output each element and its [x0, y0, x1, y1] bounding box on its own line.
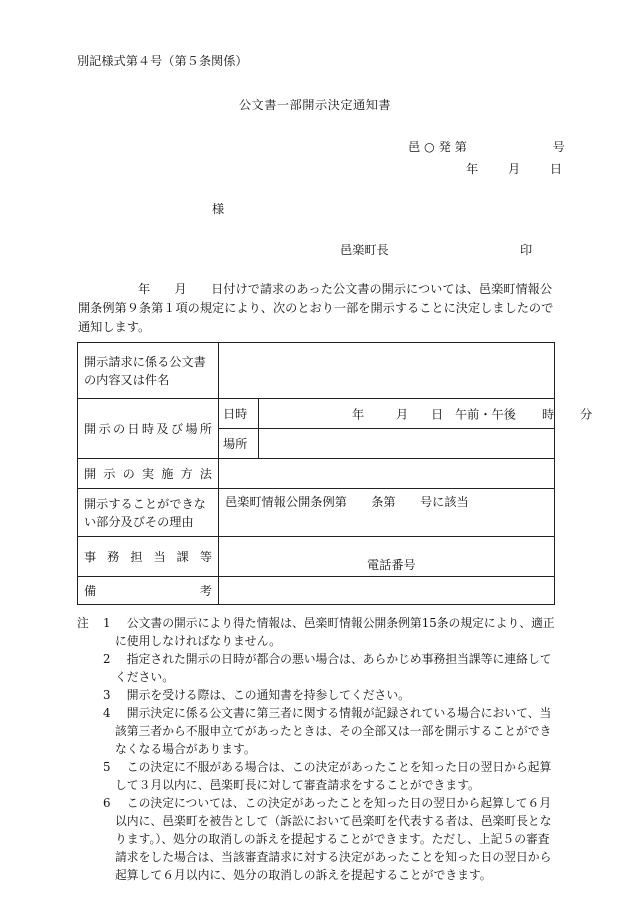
body-text: [78, 280, 556, 337]
note-number: 3: [103, 688, 111, 702]
addressee-suffix: 様: [212, 202, 225, 216]
note-text: この決定については、この決定があったことを知った日の翌日から起算して６月以内に、邑楽町を被告として（訴訟において邑楽町を代表する者は、邑楽町長となります。）、処分の取消しの訴えを提起することができます。ただし、上記５の審査請求をした場合は、当該審査請求に対する決定があったことを知った日の翌日から起算して６月以内に、処分の取消しの訴えを提起することができます。: [115, 796, 552, 882]
row-value-department[interactable]: [219, 537, 555, 577]
body-line-3: 通知します。: [78, 320, 151, 334]
reason-text: 邑楽町情報公開条例第 条第 号に該当: [225, 495, 469, 509]
note-item: [77, 704, 559, 758]
row-label-datetime-place: 開示の日時及び場所: [78, 399, 219, 459]
table-row: [78, 489, 555, 537]
document-number: [408, 138, 565, 155]
table-row: [78, 459, 555, 489]
table-row: [78, 577, 555, 605]
seal-mark: 印: [520, 243, 533, 257]
note-text: 指定された開示の日時が都合の悪い場合は、あらかじめ事務担当課等に連絡してください。: [115, 652, 552, 684]
phone-label: 電話番号: [367, 558, 416, 572]
notes-section: [77, 614, 559, 884]
datetime-year: 年: [352, 407, 365, 421]
note-item: [77, 758, 559, 794]
place-label: 場所: [219, 429, 259, 459]
datetime-month: 月: [396, 407, 409, 421]
document-number-suffix: 号: [552, 140, 565, 154]
issuer-name: 邑楽町長: [340, 243, 389, 257]
row-label-remarks: 備考: [78, 577, 219, 605]
note-number: 6: [103, 796, 111, 810]
note-item: [77, 686, 559, 704]
place-value[interactable]: [259, 429, 555, 459]
body-line-2: 開条例第９条第１項の規定により、次のとおり一部を開示することに決定しましたので: [78, 301, 554, 315]
issue-date: [466, 160, 562, 177]
row-label-document: 開示請求に係る公文書の内容又は件名: [78, 343, 219, 399]
row-value-method[interactable]: [219, 459, 555, 489]
row-label-department: 事務担当課等: [78, 537, 219, 577]
note-item: [77, 614, 559, 650]
note-text: 公文書の開示により得た情報は、邑楽町情報公開条例第15条の規定により、適正に使用しなければなりません。: [115, 616, 555, 648]
note-item: [77, 650, 559, 686]
row-value-document[interactable]: [219, 343, 555, 399]
note-number: 5: [103, 760, 111, 774]
note-number: 2: [103, 652, 111, 666]
row-label-reason: 開示することができない部分及びその理由: [78, 489, 219, 537]
note-item: [77, 794, 559, 884]
row-value-reason[interactable]: [219, 489, 555, 537]
row-value-remarks[interactable]: [219, 577, 555, 605]
issue-date-month: 月: [507, 162, 521, 176]
page-title: 公文書一部開示決定通知書: [238, 98, 392, 112]
note-text: 開示決定に係る公文書に第三者に関する情報が記録されている場合において、当該第三者から不服申立てがあったときは、その全部又は一部を開示することができなくなる場合があります。: [115, 706, 552, 756]
note-number: 4: [103, 706, 111, 720]
issue-date-year: 年: [466, 162, 479, 176]
table-row: [78, 399, 555, 429]
table-row: [78, 343, 555, 399]
body-line-1: 年 月 日付けで請求のあった公文書の開示については、邑楽町情報公: [138, 282, 553, 296]
datetime-label: 日時: [219, 399, 259, 429]
datetime-value[interactable]: [259, 399, 593, 429]
row-label-method: 開示の実施方法: [78, 459, 219, 489]
datetime-hour: 時: [542, 407, 555, 421]
note-text: この決定に不服がある場合は、この決定があったことを知った日の翌日から起算して３月以内に、邑楽町長に対して審査請求をすることができます。: [115, 760, 552, 792]
disclosure-table: [77, 342, 593, 605]
datetime-minute: 分: [580, 407, 593, 421]
note-text: 開示を受ける際は、この通知書を持参してください。: [126, 688, 410, 702]
issue-date-day: 日: [549, 162, 563, 176]
datetime-ampm: 午前・午後: [455, 407, 516, 421]
document-number-prefix: 邑 ○ 発 第: [408, 140, 467, 154]
table-row: [78, 537, 555, 577]
notes-head: 注: [77, 616, 89, 630]
note-number: 1: [103, 616, 111, 630]
datetime-day: 日: [431, 407, 444, 421]
form-number: 別記様式第４号（第５条関係）: [77, 54, 248, 68]
